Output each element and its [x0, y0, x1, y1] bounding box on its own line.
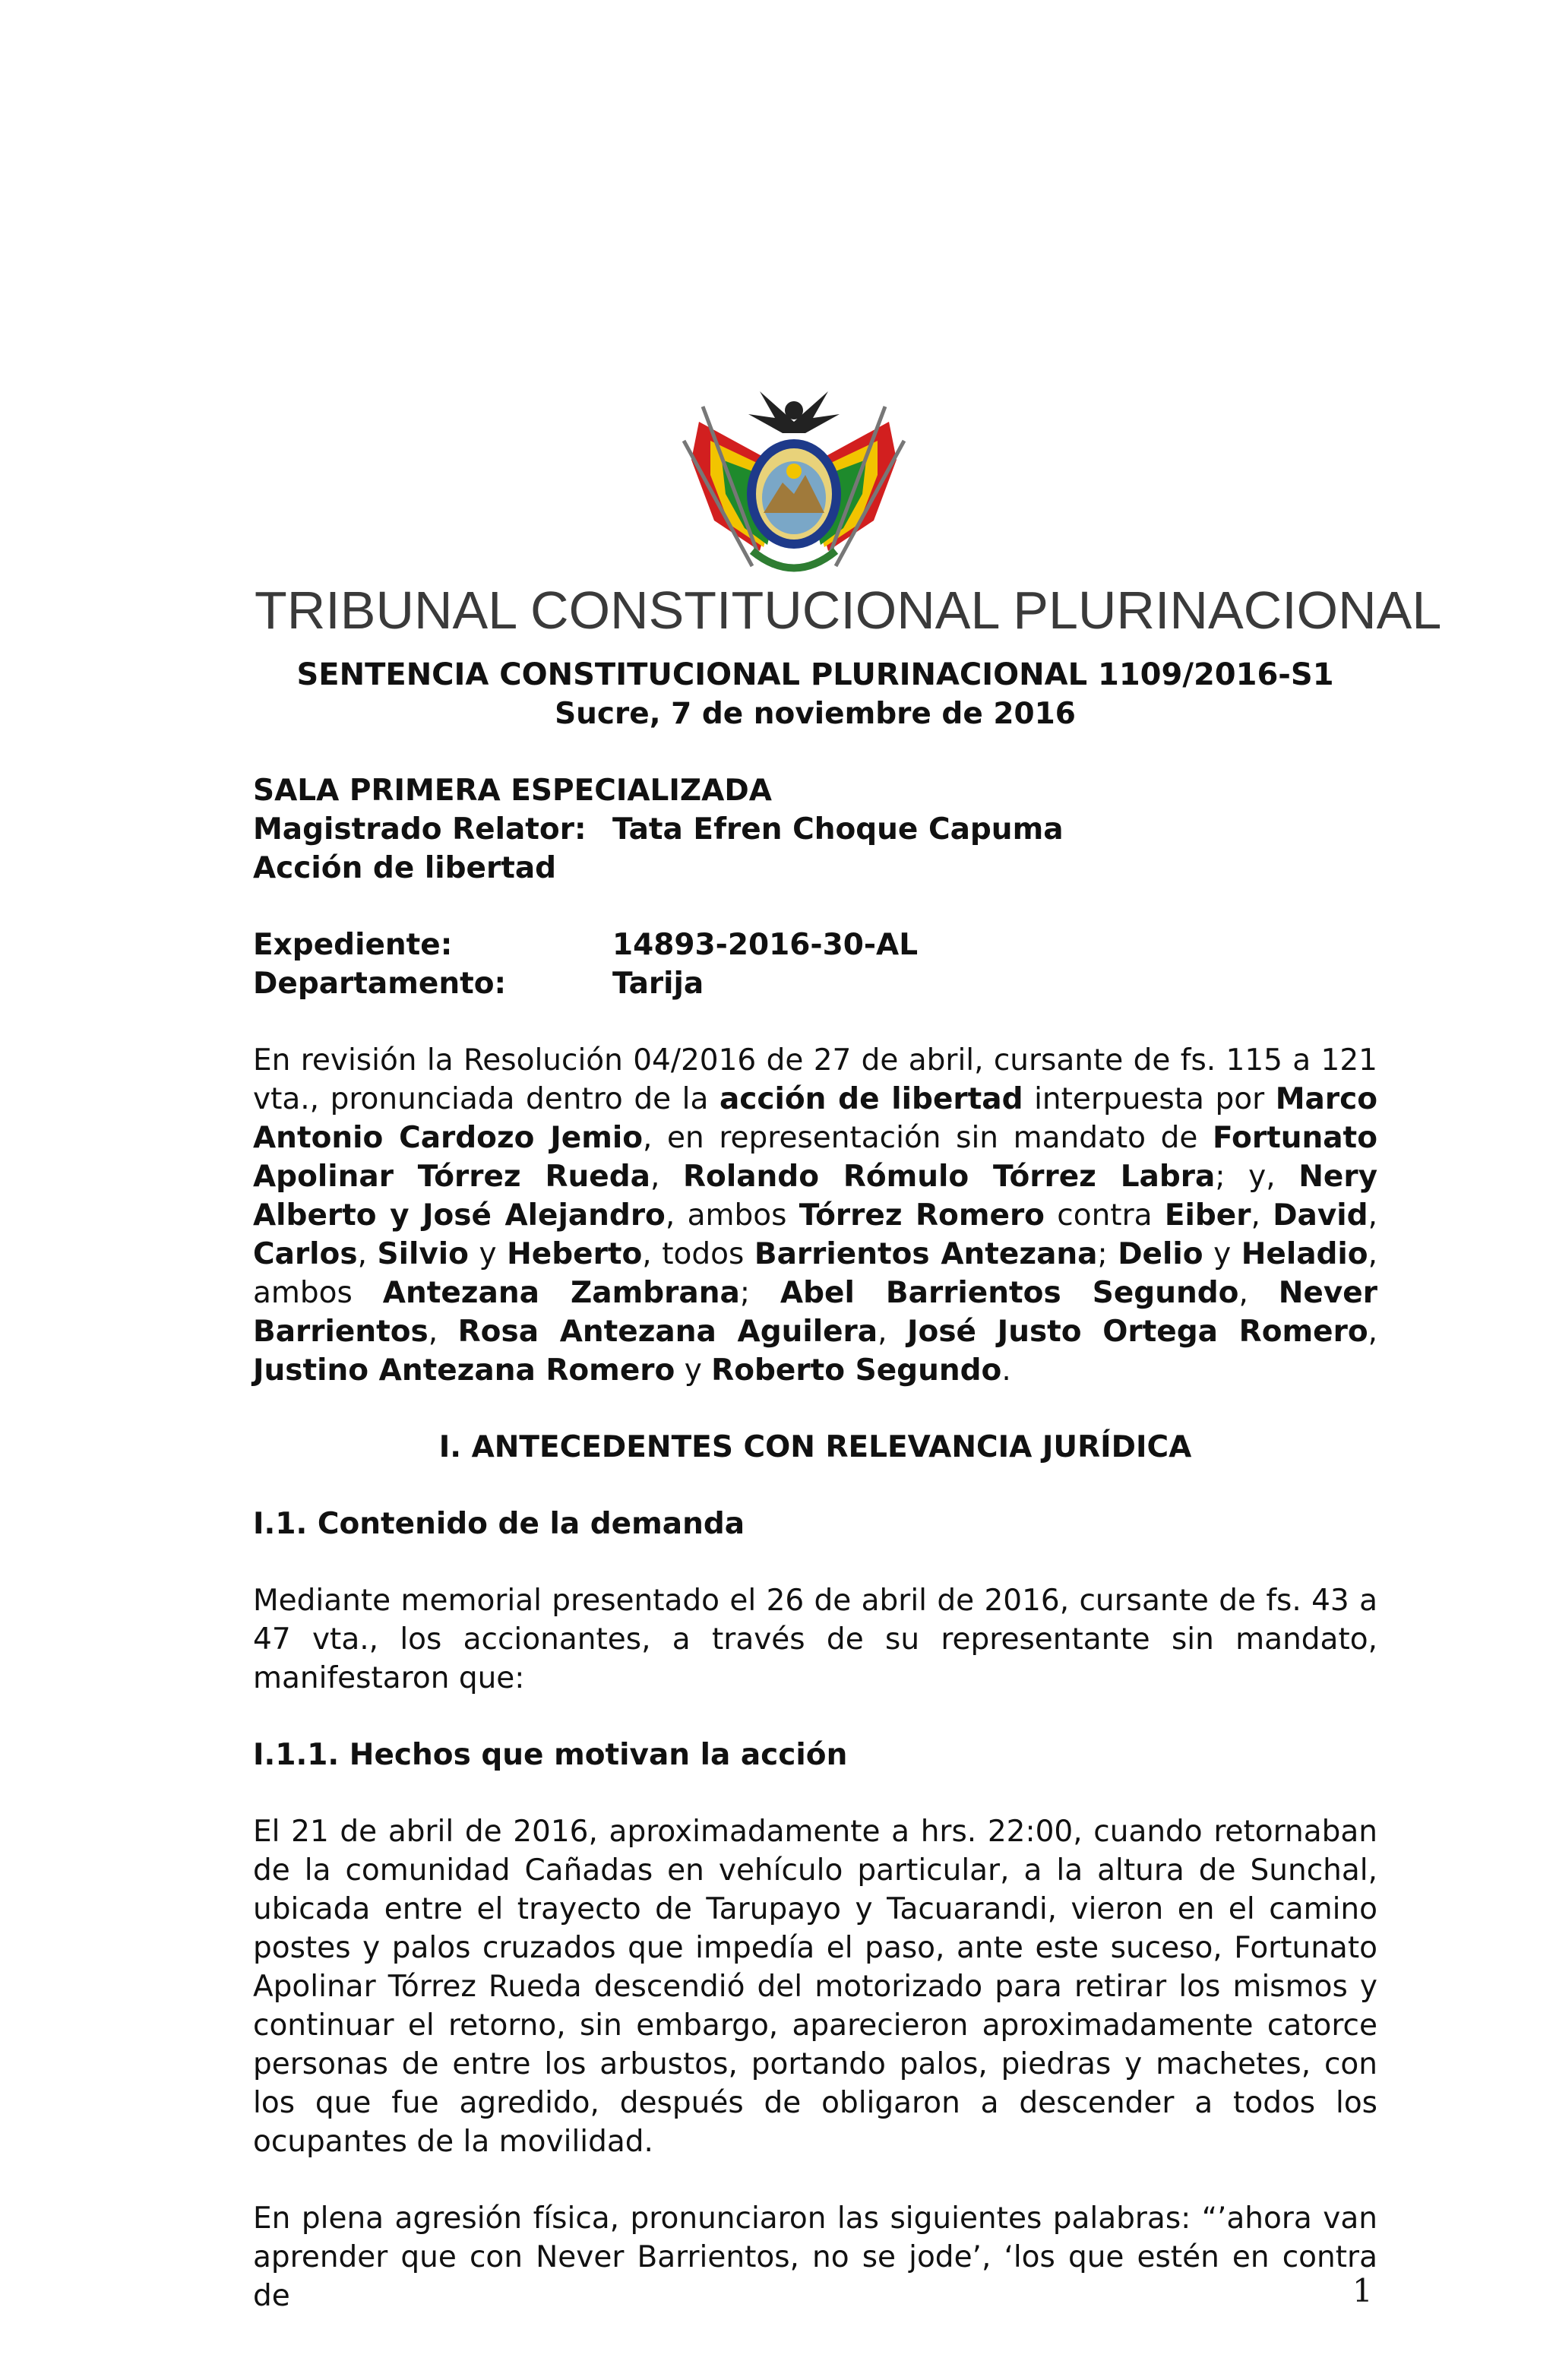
intro-bold: Rolando Rómulo Tórrez Labra	[683, 1160, 1216, 1194]
relator-value: Tata Efren Choque Capuma	[612, 812, 1064, 847]
intro-text: ,	[1368, 1315, 1378, 1349]
intro-text: ;	[1097, 1237, 1118, 1271]
intro-text: ; y,	[1215, 1160, 1299, 1194]
departamento-label: Departamento:	[253, 967, 507, 1001]
intro-text: ;	[739, 1276, 780, 1310]
bolivia-coat-of-arms-icon	[669, 369, 919, 585]
intro-text: ,	[878, 1315, 908, 1349]
intro-text: En revisión la Resolución 04/2016 de 27 de abril, cursante de fs. 115 a 121 vta., pronunciada dentro de la	[253, 1043, 1377, 1116]
hechos-paragraph: El 21 de abril de 2016, aproximadamente a hrs. 22:00, cuando retornaban de la comunidad Cañadas en vehículo particular, a la altura de Sunchal, ubicada entre el trayecto de Tarupayo y Tacuarandi, vieron en el camino postes y palos cruzados que impedía el paso, ante este suceso, Fortunato Apolinar Tórrez Rueda descendió del motorizado para retirar los mismos y continuar el retorno, sin embargo, aparecieron aproximadamente catorce personas de entre los arbustos, portando palos, piedras y machetes, con los que fue agredido, después de obligaron a descender a todos los ocupantes de la movilidad.	[253, 1815, 1377, 2159]
document-body	[253, 655, 1377, 2315]
intro-bold: Fortunato Apolinar Tórrez Rueda	[253, 1121, 1377, 1194]
relator-row	[253, 810, 1377, 849]
intro-bold: Marco Antonio Cardozo Jemio	[253, 1082, 1377, 1155]
intro-text: y	[675, 1353, 712, 1388]
intro-bold: Heberto	[507, 1237, 643, 1271]
intro-bold: José Justo Ortega Romero	[907, 1315, 1368, 1349]
agresion-paragraph: En plena agresión física, pronunciaron las siguientes palabras: “’ahora van aprender que con Never Barrientos, no se jode’, ‘los que estén en contra de	[253, 2201, 1377, 2313]
section-heading-contenido: I.1. Contenido de la demanda	[253, 1507, 745, 1541]
intro-bold: Justino Antezana Romero	[253, 1353, 675, 1388]
intro-text: .	[1001, 1353, 1011, 1388]
expediente-value: 14893-2016-30-AL	[612, 928, 919, 962]
intro-text: ,	[428, 1315, 458, 1349]
intro-bold: David	[1273, 1198, 1368, 1233]
intro-bold: Tórrez Romero	[799, 1198, 1045, 1233]
intro-bold: Eiber	[1164, 1198, 1251, 1233]
place-date: Sucre, 7 de noviembre de 2016	[555, 697, 1076, 731]
intro-bold: Carlos	[253, 1237, 358, 1271]
intro-text: ,	[650, 1160, 683, 1194]
expediente-row	[253, 926, 1377, 964]
intro-bold: Never Barrientos	[253, 1276, 1377, 1349]
intro-text: , ambos	[253, 1237, 1377, 1310]
intro-bold: Barrientos Antezana	[754, 1237, 1098, 1271]
intro-text: , en representación sin mandato de	[643, 1121, 1213, 1155]
intro-text: ,	[1368, 1198, 1377, 1233]
page-number: 1	[1352, 2272, 1373, 2309]
intro-text: interpuesta por	[1023, 1082, 1276, 1116]
intro-text: ,	[1238, 1276, 1279, 1310]
intro-bold: Rosa Antezana Aguilera	[457, 1315, 878, 1349]
intro-bold: Roberto Segundo	[711, 1353, 1002, 1388]
intro-bold: Delio	[1118, 1237, 1203, 1271]
section-heading-hechos: I.1.1. Hechos que motivan la acción	[253, 1738, 848, 1772]
intro-bold: Heladio	[1241, 1237, 1368, 1271]
intro-text: , ambos	[665, 1198, 799, 1233]
relator-label: Magistrado Relator:	[253, 812, 587, 847]
intro-text: ,	[1251, 1198, 1273, 1233]
intro-text: y	[468, 1237, 508, 1271]
intro-text: ,	[357, 1237, 378, 1271]
intro-bold: Antezana Zambrana	[382, 1276, 740, 1310]
expediente-label: Expediente:	[253, 928, 453, 962]
intro-bold: Silvio	[377, 1237, 469, 1271]
institution-name: TRIBUNAL CONSTITUCIONAL PLURINACIONAL	[255, 581, 1442, 640]
intro-bold: Abel Barrientos Segundo	[780, 1276, 1239, 1310]
departamento-row	[253, 964, 1377, 1003]
intro-text: contra	[1044, 1198, 1165, 1233]
section-heading-antecedentes: I. ANTECEDENTES CON RELEVANCIA JURÍDICA	[438, 1430, 1192, 1464]
action-type: Acción de libertad	[253, 851, 557, 885]
intro-paragraph	[253, 1041, 1377, 1390]
intro-bold: acción de libertad	[719, 1082, 1023, 1116]
sentence-title: SENTENCIA CONSTITUCIONAL PLURINACIONAL 1109/2016-S1	[296, 657, 1334, 692]
demanda-paragraph: Mediante memorial presentado el 26 de abril de 2016, cursante de fs. 43 a 47 vta., los accionantes, a través de su representante sin mandato, manifestaron que:	[253, 1584, 1377, 1695]
intro-text: y	[1203, 1237, 1241, 1271]
departamento-value: Tarija	[612, 967, 704, 1001]
intro-bold: Nery Alberto y José Alejandro	[253, 1160, 1378, 1233]
intro-text: , todos	[642, 1237, 754, 1271]
sala-name: SALA PRIMERA ESPECIALIZADA	[253, 774, 772, 808]
